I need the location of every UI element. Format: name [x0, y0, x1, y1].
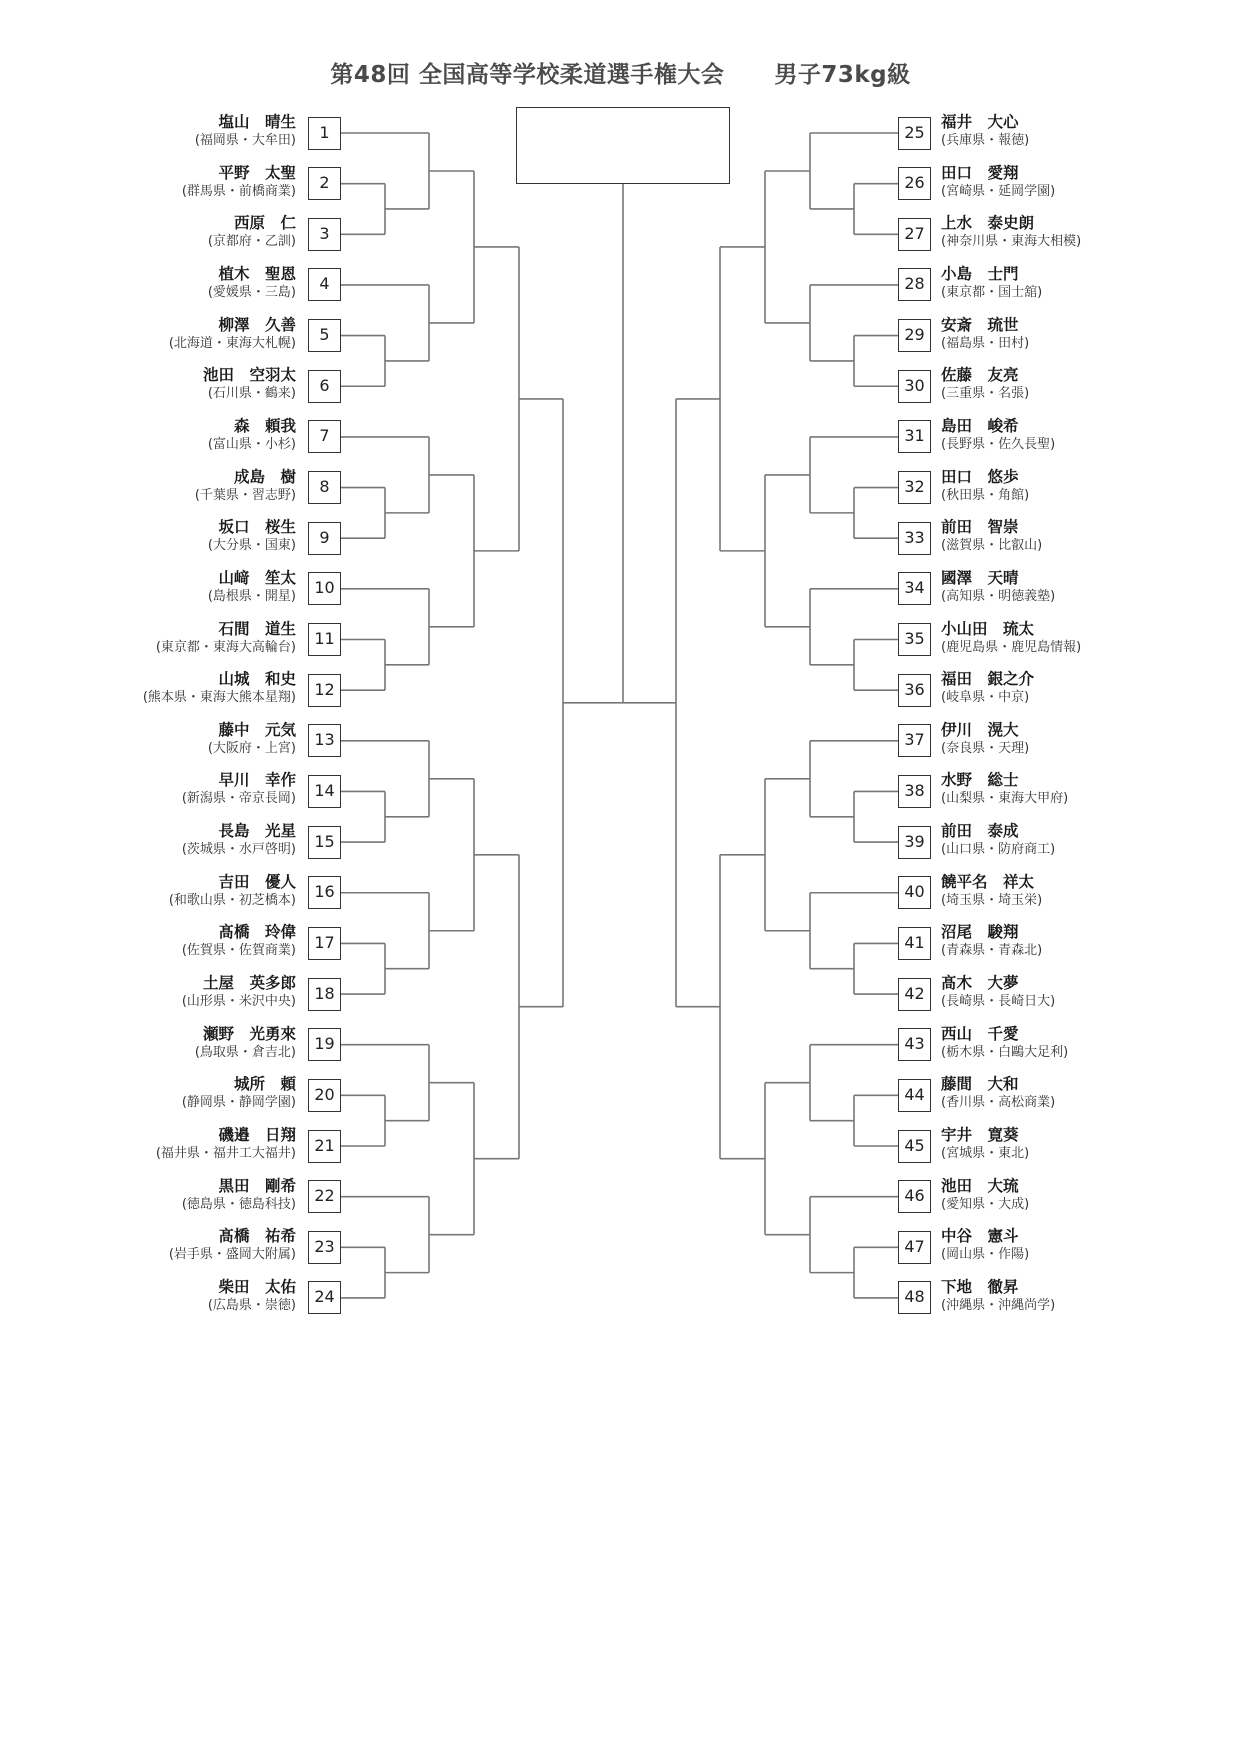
participant-number-box: 5 — [308, 319, 341, 352]
participant-name: 佐藤 友亮 — [941, 366, 1019, 385]
participant-team: (高知県・明徳義塾) — [941, 588, 1056, 604]
participant-team: (岐阜県・中京) — [941, 690, 1030, 706]
participant-name: 水野 総士 — [941, 771, 1019, 790]
participant-number-box: 9 — [308, 522, 341, 555]
participant-name: 福田 銀之介 — [941, 670, 1035, 689]
participant-number-box: 13 — [308, 724, 341, 757]
participant-number-box: 23 — [308, 1231, 341, 1264]
participant-number-box: 2 — [308, 167, 341, 200]
participant-team: (山口県・防府商工) — [941, 842, 1056, 858]
participant-team: (北海道・東海大札幌) — [168, 335, 296, 351]
participant-team: (島根県・開星) — [207, 588, 296, 604]
participant-team: (福島県・田村) — [941, 335, 1030, 351]
participant-number-box: 43 — [898, 1028, 931, 1061]
participant-team: (茨城県・水戸啓明) — [181, 842, 296, 858]
participant-team: (岩手県・盛岡大附属) — [168, 1247, 296, 1263]
participant-name: 瀬野 光勇來 — [202, 1024, 296, 1043]
participant-name: 西原 仁 — [233, 214, 296, 233]
participant-number-box: 6 — [308, 370, 341, 403]
participant-name: 藤間 大和 — [941, 1075, 1019, 1094]
participant-number-box: 33 — [898, 522, 931, 555]
participant-name: 池田 空羽太 — [202, 366, 296, 385]
participant-name: 中谷 憲斗 — [941, 1227, 1019, 1246]
participant-number-box: 34 — [898, 572, 931, 605]
participant-name: 平野 太聖 — [218, 163, 296, 182]
participant-name: 植木 聖恩 — [218, 264, 296, 283]
participant-number-box: 27 — [898, 218, 931, 251]
participant-number-box: 45 — [898, 1130, 931, 1163]
champion-box — [516, 107, 730, 184]
participant-number-box: 22 — [308, 1180, 341, 1213]
participant-name: 吉田 優人 — [218, 872, 296, 891]
participant-team: (福井県・福井工大福井) — [155, 1146, 296, 1161]
participant-name: 田口 悠歩 — [941, 467, 1019, 486]
participant-name: 森 頼我 — [233, 416, 296, 435]
participant-team: (秋田県・角館) — [941, 487, 1030, 503]
participant-team: (鹿児島県・鹿児島情報) — [941, 639, 1082, 655]
participant-name: 宇井 寛葵 — [941, 1126, 1019, 1144]
participant-name: 城所 頼 — [233, 1075, 296, 1094]
participant-number-box: 39 — [898, 826, 931, 859]
participant-team: (新潟県・帝京長岡) — [181, 791, 296, 807]
participant-team: (愛知県・大成) — [941, 1196, 1030, 1212]
participant-name: 坂口 桜生 — [218, 518, 296, 537]
participant-number-box: 12 — [308, 674, 341, 707]
participant-team: (栃木県・白鷗大足利) — [941, 1044, 1069, 1060]
participant-name: 石間 道生 — [218, 619, 296, 638]
participant-team: (長崎県・長崎日大) — [941, 994, 1056, 1010]
participant-name: 早川 幸作 — [218, 771, 296, 790]
participant-name: 前田 智崇 — [941, 518, 1019, 537]
participant-team: (三重県・名張) — [941, 386, 1030, 402]
participant-team: (徳島県・徳島科技) — [181, 1196, 296, 1212]
participant-team: (滋賀県・比叡山) — [941, 538, 1043, 554]
participant-number-box: 28 — [898, 268, 931, 301]
participant-name: 田口 愛翔 — [941, 163, 1019, 182]
participant-team: (埼玉県・埼玉栄) — [941, 892, 1043, 908]
participant-team: (広島県・崇徳) — [207, 1297, 296, 1313]
participant-team: (群馬県・前橋商業) — [181, 183, 296, 199]
participant-name: 髙橋 祐希 — [218, 1227, 296, 1246]
participant-name: 山﨑 笙太 — [218, 568, 296, 587]
participant-team: (大分県・国東) — [207, 538, 296, 554]
participant-team: (富山県・小杉) — [207, 436, 296, 452]
participant-name: 池田 大琉 — [941, 1176, 1019, 1195]
participant-team: (京都府・乙訓) — [207, 234, 296, 250]
participant-name: 黒田 剛希 — [218, 1176, 296, 1195]
participant-name: 伊川 滉大 — [941, 720, 1019, 739]
participant-number-box: 14 — [308, 775, 341, 808]
participant-team: (兵庫県・報徳) — [941, 133, 1030, 148]
participant-number-box: 17 — [308, 927, 341, 960]
participant-name: 髙橋 玲偉 — [218, 923, 296, 942]
participant-number-box: 20 — [308, 1079, 341, 1112]
participant-name: 國澤 天晴 — [941, 568, 1019, 587]
participant-name: 藤中 元気 — [218, 720, 296, 739]
participant-team: (東京都・東海大高輪台) — [155, 639, 296, 655]
participant-number-box: 15 — [308, 826, 341, 859]
participant-team: (奈良県・天理) — [941, 740, 1030, 756]
participant-name: 西山 千愛 — [941, 1024, 1019, 1043]
participant-name: 上水 泰史朗 — [941, 214, 1035, 233]
participant-name: 沼尾 駿翔 — [941, 923, 1019, 942]
participant-name: 小島 士門 — [941, 264, 1019, 283]
participant-number-box: 46 — [898, 1180, 931, 1213]
participant-number-box: 16 — [308, 876, 341, 909]
participant-name: 小山田 琉太 — [941, 619, 1035, 638]
participant-team: (熊本県・東海大熊本星翔) — [142, 690, 296, 706]
participant-number-box: 10 — [308, 572, 341, 605]
participant-number-box: 21 — [308, 1130, 341, 1163]
participant-team: (福岡県・大牟田) — [194, 133, 296, 148]
participant-team: (山形県・米沢中央) — [181, 994, 296, 1010]
participant-name: 塩山 晴生 — [218, 113, 296, 131]
participant-team: (山梨県・東海大甲府) — [941, 791, 1069, 807]
participant-number-box: 42 — [898, 978, 931, 1011]
participant-name: 柴田 太佑 — [218, 1277, 296, 1296]
participant-team: (千葉県・習志野) — [194, 487, 296, 503]
participant-number-box: 29 — [898, 319, 931, 352]
participant-team: (香川県・高松商業) — [941, 1095, 1056, 1111]
participant-name: 髙木 大夢 — [941, 974, 1019, 993]
participant-name: 下地 徹昇 — [941, 1277, 1019, 1296]
participant-name: 饒平名 祥太 — [941, 872, 1035, 891]
participant-number-box: 7 — [308, 420, 341, 453]
participant-number-box: 19 — [308, 1028, 341, 1061]
participant-team: (宮崎県・延岡学園) — [941, 183, 1056, 199]
participant-team: (愛媛県・三島) — [207, 284, 296, 300]
participant-number-box: 4 — [308, 268, 341, 301]
participant-number-box: 35 — [898, 623, 931, 656]
participant-team: (佐賀県・佐賀商業) — [181, 943, 296, 959]
participant-number-box: 48 — [898, 1281, 931, 1314]
participant-number-box: 25 — [898, 117, 931, 150]
participant-number-box: 38 — [898, 775, 931, 808]
participant-team: (鳥取県・倉吉北) — [194, 1044, 296, 1060]
participant-name: 長島 光星 — [218, 822, 296, 841]
participant-team: (沖縄県・沖縄尚学) — [941, 1297, 1056, 1313]
participant-team: (神奈川県・東海大相模) — [941, 234, 1082, 250]
participant-team: (青森県・青森北) — [941, 943, 1043, 959]
participant-team: (和歌山県・初芝橋本) — [168, 892, 296, 908]
participant-name: 島田 峻希 — [941, 416, 1019, 435]
participant-team: (東京都・国士舘) — [941, 284, 1043, 300]
participant-number-box: 41 — [898, 927, 931, 960]
event-title: 第48回 全国高等学校柔道選手権大会 — [330, 62, 725, 88]
participant-name: 土屋 英多郎 — [202, 974, 296, 993]
participant-team: (石川県・鶴来) — [207, 386, 296, 402]
participant-number-box: 24 — [308, 1281, 341, 1314]
participant-number-box: 8 — [308, 471, 341, 504]
weight-category: 男子73kg級 — [774, 62, 911, 88]
participant-number-box: 37 — [898, 724, 931, 757]
participant-name: 福井 大心 — [941, 113, 1019, 131]
participant-name: 山城 和史 — [218, 670, 296, 689]
participant-number-box: 3 — [308, 218, 341, 251]
participant-number-box: 26 — [898, 167, 931, 200]
participant-number-box: 11 — [308, 623, 341, 656]
participant-name: 安斎 琉世 — [941, 315, 1019, 334]
participant-team: (宮城県・東北) — [941, 1146, 1030, 1161]
participant-number-box: 47 — [898, 1231, 931, 1264]
participant-number-box: 1 — [308, 117, 341, 150]
participant-number-box: 40 — [898, 876, 931, 909]
participant-name: 成島 樹 — [233, 467, 296, 486]
participant-number-box: 30 — [898, 370, 931, 403]
participant-name: 柳澤 久善 — [218, 315, 296, 334]
participant-team: (岡山県・作陽) — [941, 1247, 1030, 1263]
participant-name: 磯邉 日翔 — [218, 1126, 296, 1144]
participant-number-box: 44 — [898, 1079, 931, 1112]
participant-team: (静岡県・静岡学園) — [181, 1095, 296, 1111]
participant-number-box: 18 — [308, 978, 341, 1011]
participant-team: (大阪府・上宮) — [207, 740, 296, 756]
participant-team: (長野県・佐久長聖) — [941, 436, 1056, 452]
participant-number-box: 31 — [898, 420, 931, 453]
participant-name: 前田 泰成 — [941, 822, 1019, 841]
participant-number-box: 36 — [898, 674, 931, 707]
participant-number-box: 32 — [898, 471, 931, 504]
